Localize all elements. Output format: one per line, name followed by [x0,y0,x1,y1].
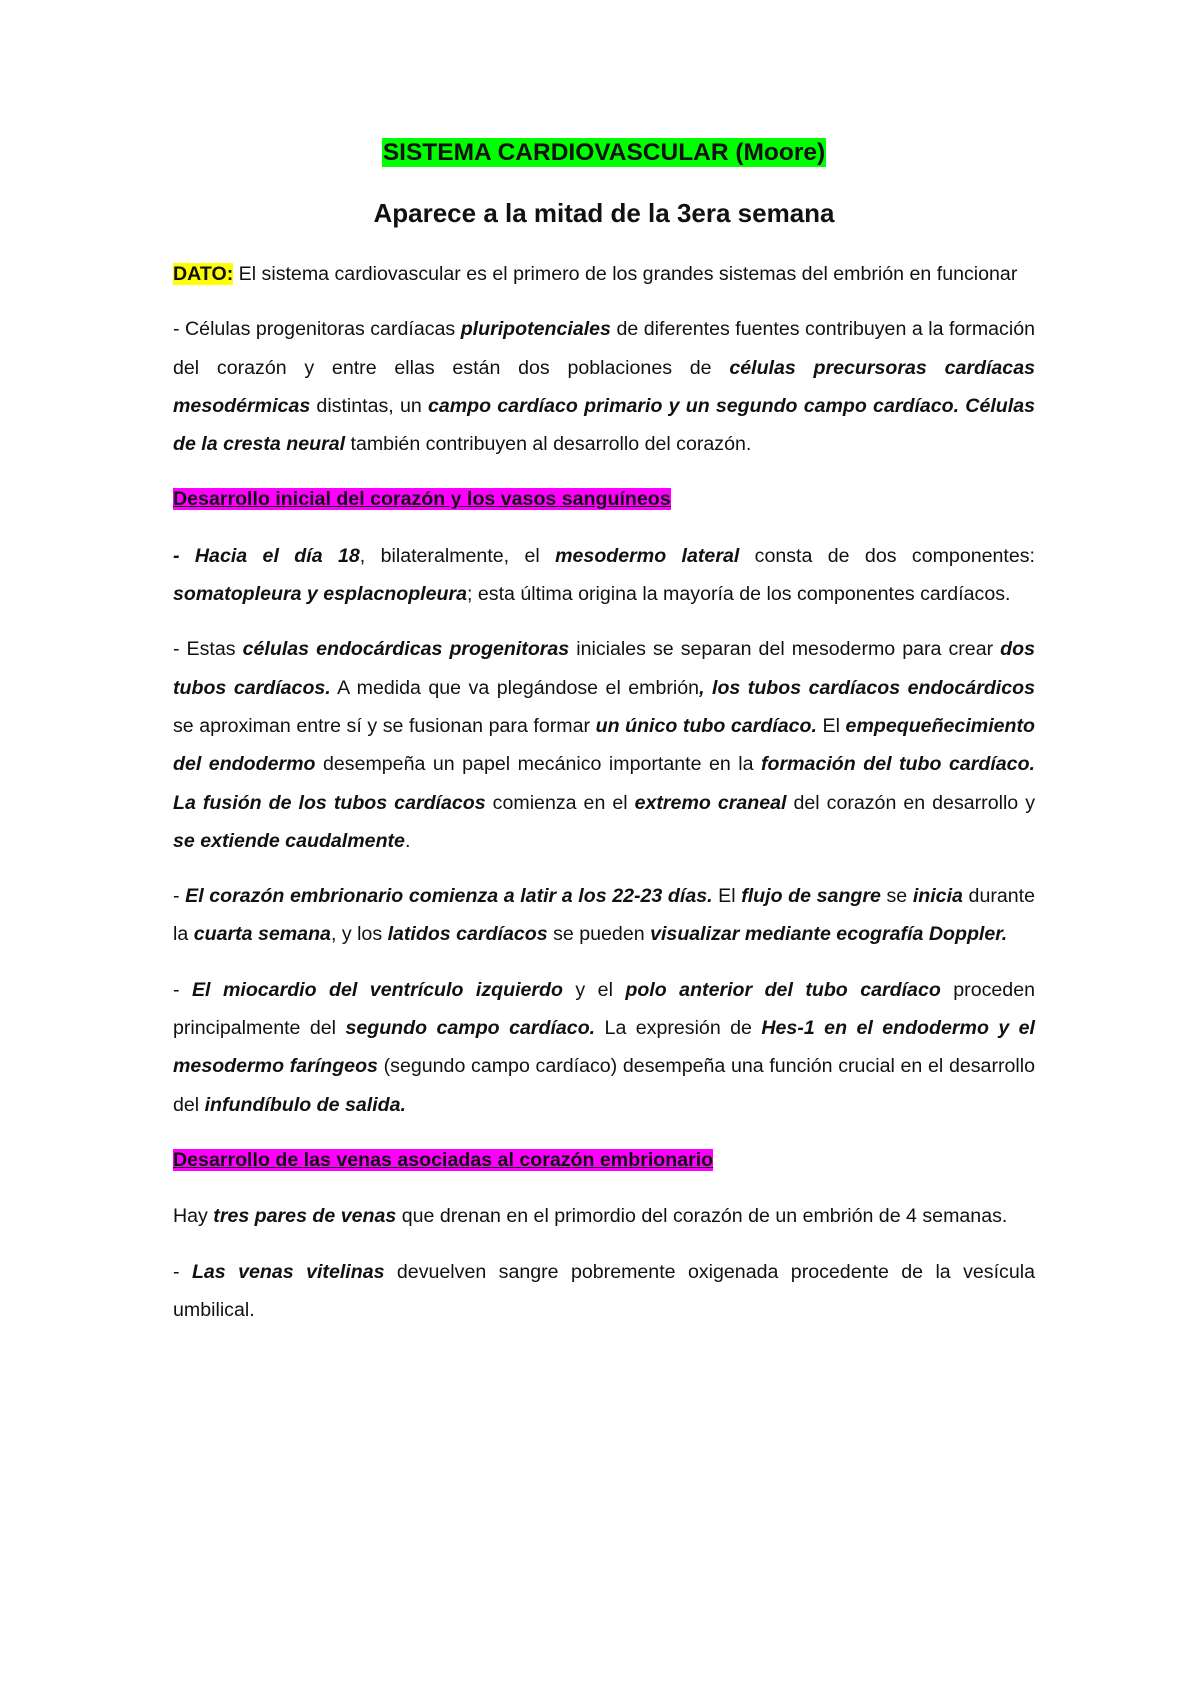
text-run: consta de dos componentes: [739,544,1035,567]
text-run: durante la [173,885,1036,946]
paragraph-endocardial-cells [173,630,1035,860]
title-highlight: SISTEMA CARDIOVASCULAR (Moore) [382,139,826,166]
emphasis-run: células precursoras cardíacas mesodérmicas [173,356,1035,417]
emphasis-run: visualizar mediante ecografía Doppler. [650,923,1008,946]
text-run: también contribuyen al desarrollo del corazón. [345,433,752,456]
emphasis-run: cuarta semana [193,923,331,946]
text-run: iniciales se separan del mesodermo para crear [569,638,1001,661]
emphasis-run: flujo de sangre [741,885,881,908]
text-run: La expresión de [595,1017,762,1040]
text-run: , y los [330,923,388,946]
emphasis-run: - Hacia el día 18 [173,544,360,567]
text-run: . [404,829,411,852]
text-run: Hay [173,1205,214,1228]
document-title [173,138,1035,168]
document-page [173,138,1035,1346]
section-heading-veins [173,1141,1035,1179]
text-run: , bilateralmente, el [359,544,556,567]
emphasis-run: Hes-1 en el endodermo y el mesodermo faríngeos [173,1017,1035,1078]
text-run: A medida que va plegándose el embrión [330,676,700,699]
emphasis-run: extremo craneal [634,791,787,814]
emphasis-run: infundíbulo de salida. [204,1093,406,1116]
text-run: desempeña un papel mecánico importante en la [315,753,762,776]
text-run: (segundo campo cardíaco) desempeña una función crucial en el desarrollo del [173,1055,1035,1116]
text-run: proceden principalmente del [173,978,1035,1040]
text-run: se [880,885,913,908]
emphasis-run: somatopleura y esplacnopleura [173,583,468,606]
emphasis-run: latidos cardíacos [387,923,548,946]
emphasis-run: polo anterior del tubo cardíaco [625,978,941,1001]
emphasis-run: tres pares de venas [213,1205,397,1228]
text-run: - [173,885,186,908]
section-heading-initial-development [173,480,1035,518]
paragraph-vitelline-veins [173,1253,1035,1330]
paragraph-myocardium [173,971,1035,1124]
text-run: - [173,978,192,1001]
emphasis-run: El corazón embrionario comienza a latir a los 22-23 días. [185,885,713,908]
text-run: devuelven sangre pobremente oxigenada procedente de la vesícula umbilical. [173,1260,1035,1321]
paragraph-progenitor-cells [173,310,1035,463]
text-run: se pueden [547,923,651,946]
text-run: - [173,1260,192,1283]
emphasis-run: células endocárdicas progenitoras [242,638,570,661]
dato-label: DATO: [173,263,234,285]
emphasis-run: inicia [912,885,963,908]
emphasis-run: El miocardio del ventrículo izquierdo [191,978,563,1001]
text-run: El [816,714,846,737]
heading-highlight: Desarrollo inicial del corazón y los vasos sanguíneos [173,488,671,511]
emphasis-run: segundo campo cardíaco. [345,1017,596,1040]
text-run: del corazón en desarrollo y [786,791,1035,814]
text-run: y el [562,978,626,1001]
paragraph-heartbeat [173,877,1035,954]
text-run: que drenan en el primordio del corazón de un embrión de 4 semanas. [396,1205,1008,1228]
heading-highlight: Desarrollo de las venas asociadas al corazón embrionario [173,1148,714,1171]
paragraph-day-18 [173,537,1035,614]
emphasis-run: formación del tubo cardíaco. La fusión de los tubos cardíacos [173,753,1035,814]
document-subtitle: Aparece a la mitad de la 3era semana [373,198,835,228]
text-run: - Células progenitoras cardíacas [173,318,461,341]
emphasis-run: , los tubos cardíacos endocárdicos [699,676,1035,699]
text-run: se aproximan entre sí y se fusionan para formar [173,714,596,737]
emphasis-run: Las venas vitelinas [191,1260,385,1283]
dato-text: El sistema cardiovascular es el primero de los grandes sistemas del embrión en funcionar [233,263,1018,285]
emphasis-run: empequeñecimiento del endodermo [173,714,1035,776]
emphasis-run: mesodermo lateral [555,544,740,567]
text-run: de diferentes fuentes contribuyen a la formación del corazón y entre ellas están dos poblaciones de [173,318,1035,379]
emphasis-run: un único tubo cardíaco. [595,714,817,737]
paragraph-three-pairs-veins [173,1197,1035,1235]
text-run: distintas, un [310,394,428,417]
text-run: ; esta última origina la mayoría de los componentes cardíacos. [467,583,1011,606]
text-run: comienza en el [485,791,635,814]
emphasis-run: dos tubos cardíacos. [173,638,1035,699]
emphasis-run: pluripotenciales [460,318,611,341]
text-run: El [712,885,742,908]
text-run: - Estas [173,638,243,661]
emphasis-run: campo cardíaco primario y un segundo campo cardíaco. Células de la cresta neural [173,394,1035,456]
emphasis-run: se extiende caudalmente [173,829,405,852]
dato-paragraph [173,255,1035,293]
